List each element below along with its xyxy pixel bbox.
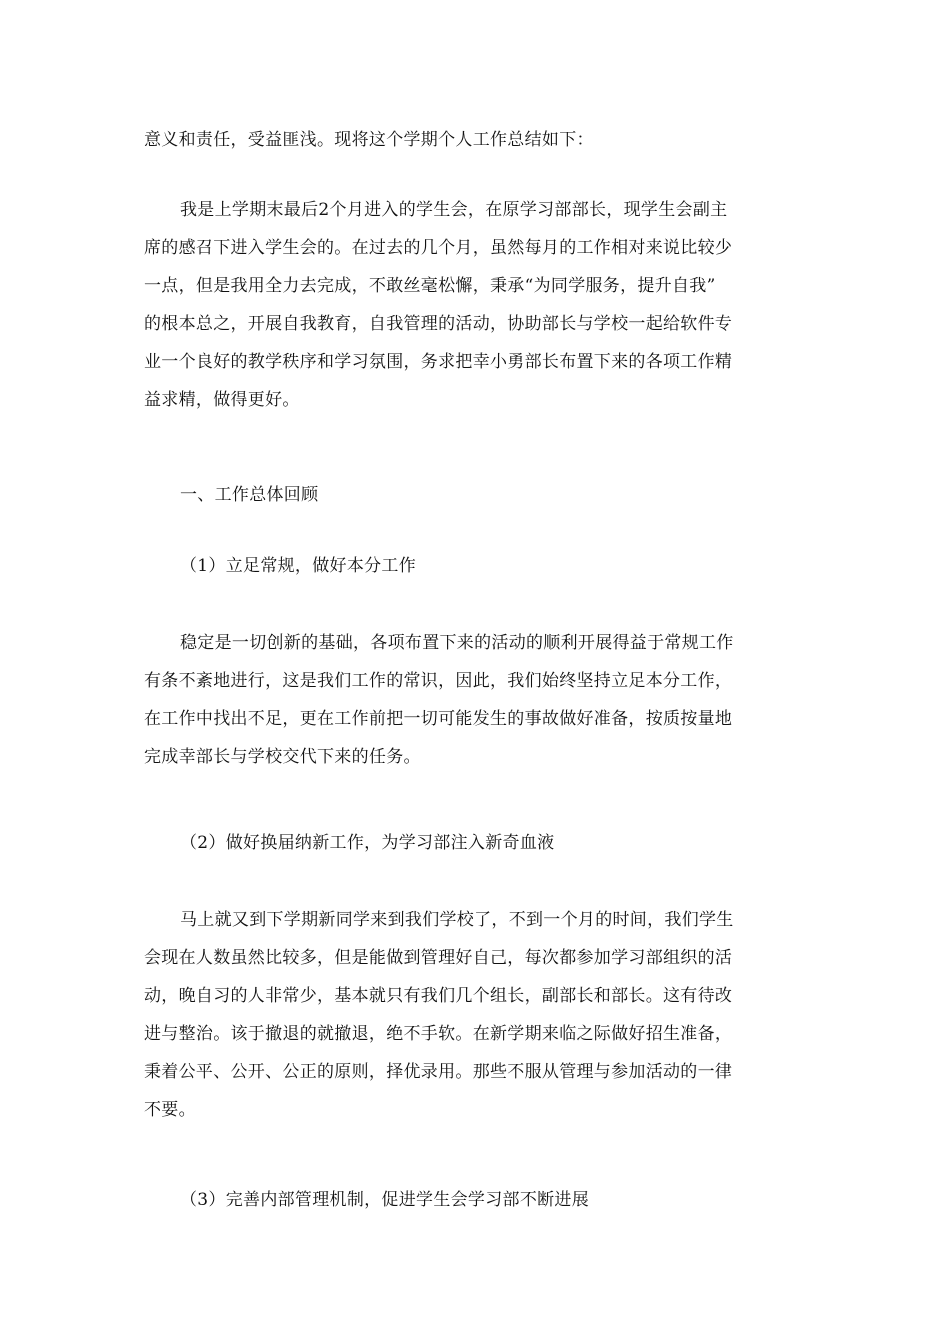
paragraph-joining-student-union	[144, 191, 806, 419]
text-line: 业一个良好的教学秩序和学习氛围，务求把幸小勇部长布置下来的各项工作精	[144, 352, 733, 372]
text-line: 马上就又到下学期新同学来到我们学校了，不到一个月的时间，我们学生	[180, 910, 734, 930]
text-line: （2）做好换届纳新工作，为学习部注入新奇血液	[180, 833, 555, 853]
text-line: 有条不紊地进行，这是我们工作的常识，因此，我们始终坚持立足本分工作，	[144, 671, 733, 691]
text-line: 不要。	[144, 1100, 196, 1120]
text-line: 益求精，做得更好。	[144, 390, 300, 410]
text-line: （3）完善内部管理机制，促进学生会学习部不断进展	[180, 1190, 590, 1210]
section-heading	[144, 476, 806, 514]
text-line: 一、工作总体回顾	[180, 485, 319, 505]
subsection-heading-1	[144, 547, 806, 585]
text-line: 一点，但是我用全力去完成，不敢丝毫松懈，秉承“为同学服务，提升自我”	[144, 276, 716, 296]
intro-paragraph	[144, 121, 806, 159]
text-line: 稳定是一切创新的基础，各项布置下来的活动的顺利开展得益于常规工作	[180, 633, 734, 653]
text-line: 完成幸部长与学校交代下来的任务。	[144, 747, 421, 767]
subsection-heading-3	[144, 1181, 806, 1219]
paragraph-routine-work	[144, 624, 806, 776]
text-line: 在工作中找出不足，更在工作前把一切可能发生的事故做好准备，按质按量地	[144, 709, 733, 729]
text-line: （1）立足常规，做好本分工作	[180, 556, 417, 576]
text-line: 意义和责任，受益匪浅。现将这个学期个人工作总结如下：	[144, 130, 594, 150]
subsection-heading-2	[144, 824, 806, 862]
text-line: 席的感召下进入学生会的。在过去的几个月，虽然每月的工作相对来说比较少	[144, 238, 733, 258]
text-line: 秉着公平、公开、公正的原则，择优录用。那些不服从管理与参加活动的一律	[144, 1062, 733, 1082]
paragraph-new-members	[144, 901, 806, 1129]
text-line: 动，晚自习的人非常少，基本就只有我们几个组长，副部长和部长。这有待改	[144, 986, 733, 1006]
text-line: 我是上学期末最后2个月进入的学生会，在原学习部部长，现学生会副主	[180, 200, 728, 220]
text-line: 会现在人数虽然比较多，但是能做到管理好自己，每次都参加学习部组织的活	[144, 948, 733, 968]
text-line: 的根本总之，开展自我教育，自我管理的活动，协助部长与学校一起给软件专	[144, 314, 733, 334]
text-line: 进与整治。该于撤退的就撤退，绝不手软。在新学期来临之际做好招生准备，	[144, 1024, 733, 1044]
